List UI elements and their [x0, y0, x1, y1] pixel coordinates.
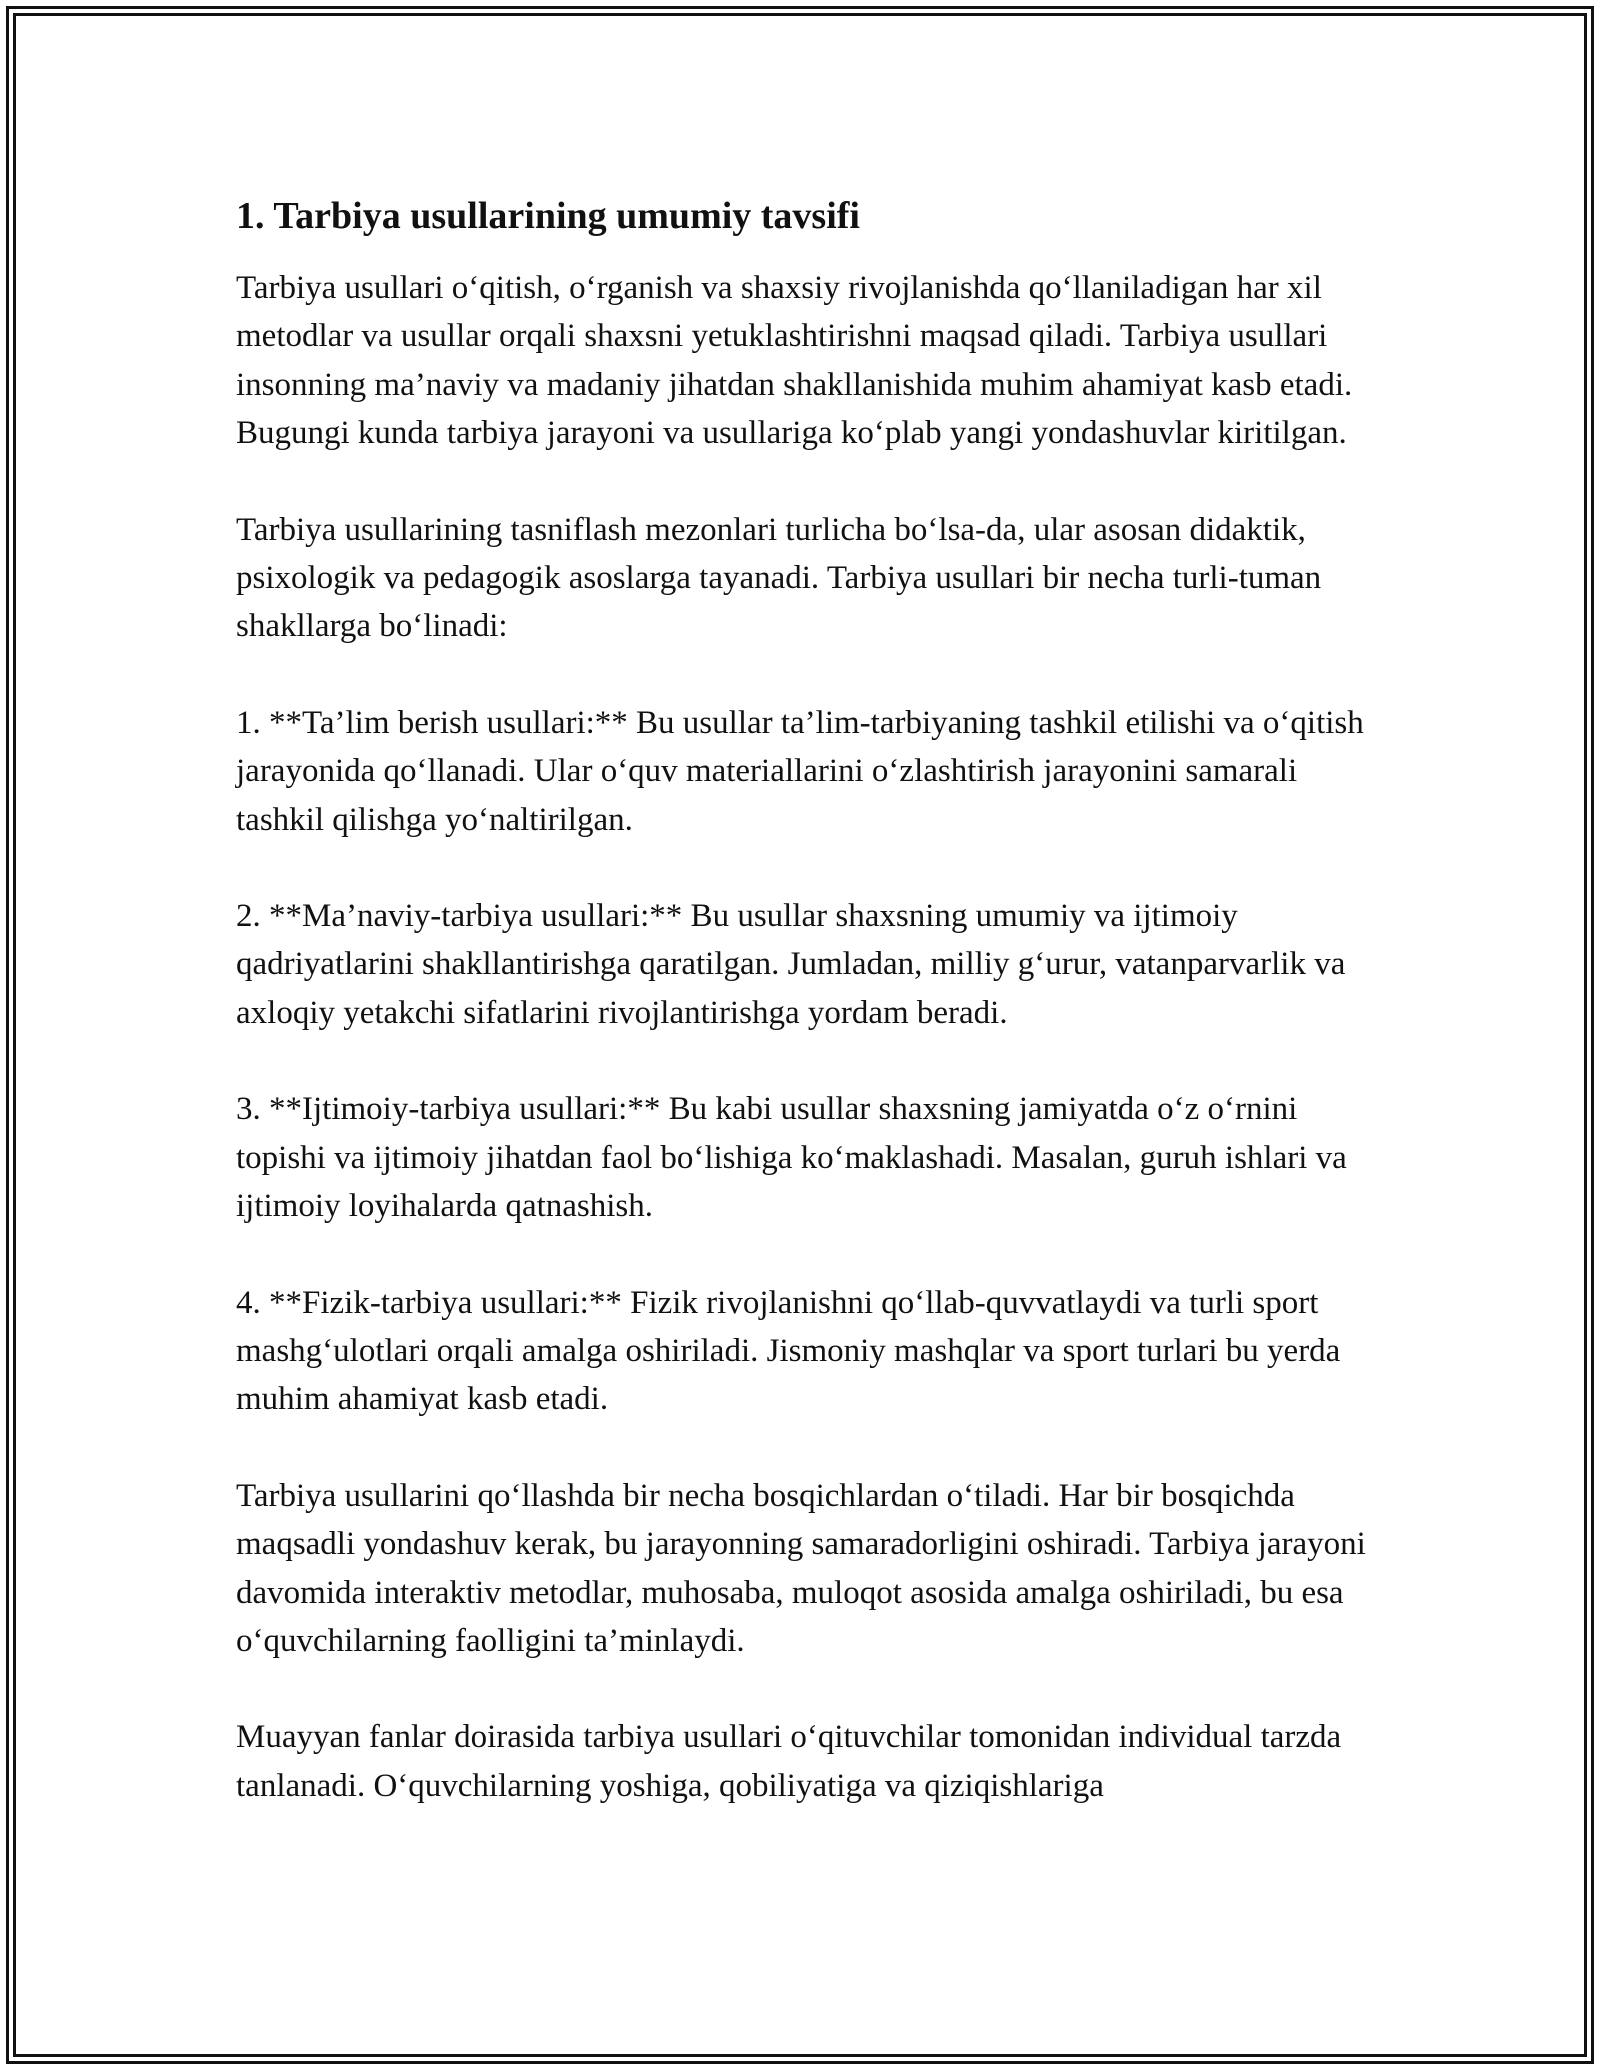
- paragraph-stages: Tarbiya usullarini qo‘llashda bir necha bosqichlardan o‘tiladi. Har bir bosqichda maqsadli yondashuv kerak, bu jarayonning samaradorligini oshiradi. Tarbiya jarayoni davomida interaktiv metodlar, muhosaba, muloqot asosida amalga oshiriladi, bu esa o‘quvchilarning faolligini ta’minlaydi.: [236, 1477, 1366, 1659]
- document-body: [236, 186, 1376, 1810]
- paragraph-classification: Tarbiya usullarining tasniflash mezonlari turlicha bo‘lsa-da, ular asosan didaktik, psixologik va pedagogik asoslarga tayanadi. Tarbiya usullari bir necha turli-tuman shakllarga bo‘linadi:: [236, 511, 1322, 645]
- section-heading: 1. Tarbiya usullarining umumiy tavsifi: [236, 195, 860, 237]
- paragraph-intro: Tarbiya usullari o‘qitish, o‘rganish va shaxsiy rivojlanishda qo‘llaniladigan har xil metodlar va usullar orqali shaxsni yetuklashtirishni maqsad qiladi. Tarbiya usullari insonning ma’naviy va madaniy jihatdan shakllanishida muhim ahamiyat kasb etadi. Bugungi kunda tarbiya jarayoni va usullariga ko‘plab yangi yondashuvlar kiritilgan.: [236, 270, 1353, 452]
- list-item-physical-methods: 4. **Fizik-tarbiya usullari:** Fizik rivojlanishni qo‘llab-quvvatlaydi va turli sport mashg‘ulotlari orqali amalga oshiriladi. Jismoniy mashqlar va sport turlari bu yerda muhim ahamiyat kasb etadi.: [236, 1284, 1341, 1418]
- list-item-spiritual-methods: 2. **Ma’naviy-tarbiya usullari:** Bu usullar shaxsning umumiy va ijtimoiy qadriyatlarini shakllantirishga qaratilgan. Jumladan, milliy g‘urur, vatanparvarlik va axloqiy yetakchi sifatlarini rivojlantirishga yordam beradi.: [236, 898, 1346, 1031]
- paragraph-individual-selection: Muayyan fanlar doirasida tarbiya usullari o‘qituvchilar tomonidan individual tarzda tanlanadi. O‘quvchilarning yoshiga, qobiliyatiga va qiziqishlariga: [236, 1719, 1342, 1804]
- list-item-social-methods: 3. **Ijtimoiy-tarbiya usullari:** Bu kabi usullar shaxsning jamiyatda o‘z o‘rnini topishi va ijtimoiy jihatdan faol bo‘lishiga ko‘maklashadi. Masalan, guruh ishlari va ijtimoiy loyihalarda qatnashish.: [236, 1091, 1347, 1225]
- list-item-education-methods: 1. **Ta’lim berish usullari:** Bu usullar ta’lim-tarbiyaning tashkil etilishi va o‘qitish jarayonida qo‘llanadi. Ular o‘quv materiallarini o‘zlashtirish jarayonini samarali tashkil qilishga yo‘naltirilgan.: [236, 704, 1364, 838]
